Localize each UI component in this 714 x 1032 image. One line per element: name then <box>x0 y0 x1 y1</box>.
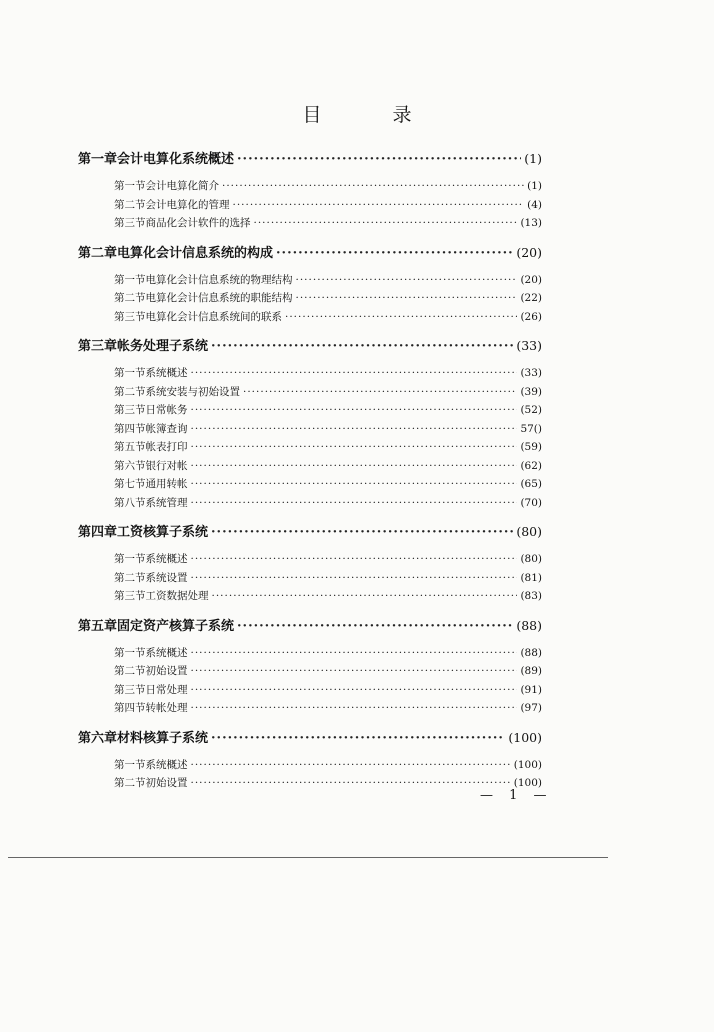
toc-section[interactable] <box>78 178 542 197</box>
section-page: (4) <box>527 198 542 211</box>
section-title: 商品化会计软件的选择 <box>145 217 251 229</box>
spacer <box>78 170 542 178</box>
section-title: 会计电算化简介 <box>145 180 219 192</box>
table-of-contents <box>78 148 542 802</box>
section-page: (59) <box>520 441 542 453</box>
dot-leader <box>191 777 511 789</box>
section-number: 第二节 <box>114 292 146 304</box>
section-number: 第一节 <box>114 758 146 771</box>
section-page: (83) <box>520 590 542 602</box>
section-number: 第一节 <box>114 646 146 659</box>
section-title: 系统管理 <box>145 496 188 509</box>
toc-section[interactable] <box>78 290 542 309</box>
section-page: (89) <box>520 665 542 677</box>
dot-leader <box>254 217 518 229</box>
chapter-title: 固定资产核算子系统 <box>117 618 235 634</box>
section-page: (26) <box>520 310 542 323</box>
toc-section[interactable] <box>78 272 542 291</box>
toc-section[interactable] <box>78 551 542 570</box>
section-page: (39) <box>520 385 542 398</box>
section-number: 第三节 <box>114 217 146 229</box>
dot-leader <box>191 665 518 677</box>
dot-leader <box>191 460 518 472</box>
section-number: 第四节 <box>114 422 146 435</box>
section-number: 第六节 <box>114 459 146 472</box>
toc-section[interactable] <box>78 197 542 216</box>
dot-leader <box>191 404 518 416</box>
dot-leader <box>237 152 521 167</box>
section-title: 初始设置 <box>145 665 188 677</box>
section-page: (22) <box>520 292 542 304</box>
spacer <box>78 719 542 727</box>
section-page: (70) <box>520 496 542 509</box>
toc-section[interactable] <box>78 588 542 607</box>
dot-leader <box>237 619 513 634</box>
section-title: 系统概述 <box>145 553 188 565</box>
toc-section[interactable] <box>78 495 542 514</box>
section-title: 系统安装与初始设置 <box>145 385 240 398</box>
chapter-number: 第一章 <box>78 152 118 167</box>
section-number: 第二节 <box>114 777 146 789</box>
toc-section[interactable] <box>78 682 542 701</box>
toc-section[interactable] <box>78 775 542 794</box>
spacer <box>78 607 542 615</box>
dot-leader <box>276 246 513 261</box>
section-title: 电算化会计信息系统的职能结构 <box>145 292 293 304</box>
toc-section[interactable] <box>78 365 542 384</box>
section-title: 工资数据处理 <box>145 590 209 602</box>
spacer <box>78 234 542 242</box>
dot-leader <box>191 702 518 714</box>
section-number: 第七节 <box>114 478 146 490</box>
dot-leader <box>191 441 518 453</box>
section-title: 银行对帐 <box>145 459 188 472</box>
section-title: 日常处理 <box>145 683 188 696</box>
toc-chapter[interactable] <box>78 242 542 264</box>
section-title: 系统设置 <box>145 571 188 584</box>
section-title: 转帐处理 <box>145 702 188 714</box>
chapter-page: (1) <box>524 151 542 166</box>
dot-leader <box>191 553 518 565</box>
toc-section[interactable] <box>78 439 542 458</box>
dot-leader <box>296 274 518 286</box>
toc-section[interactable] <box>78 757 542 776</box>
chapter-title: 材料核算子系统 <box>117 730 209 746</box>
toc-chapter[interactable] <box>78 615 542 637</box>
chapter-title: 帐务处理子系统 <box>117 339 209 354</box>
toc-section[interactable] <box>78 570 542 589</box>
dot-leader <box>211 731 505 746</box>
toc-chapter[interactable] <box>78 727 542 749</box>
chapter-title: 电算化会计信息系统的构成 <box>117 245 274 261</box>
section-title: 会计电算化的管理 <box>145 198 230 211</box>
dot-leader <box>243 386 517 398</box>
section-number: 第三节 <box>114 683 146 696</box>
chapter-title: 工资核算子系统 <box>117 525 209 540</box>
section-number: 第一节 <box>114 273 146 286</box>
spacer <box>78 637 542 645</box>
section-number: 第三节 <box>114 404 146 416</box>
dot-leader <box>191 572 518 584</box>
section-page: 57() <box>520 422 542 435</box>
section-title: 系统概述 <box>145 367 188 379</box>
section-page: (81) <box>520 571 542 584</box>
chapter-title: 会计电算化系统概述 <box>117 152 235 167</box>
section-title: 初始设置 <box>145 777 188 789</box>
section-title: 电算化会计信息系统间的联系 <box>145 310 282 323</box>
toc-section[interactable] <box>78 663 542 682</box>
section-page: (80) <box>520 553 542 565</box>
spacer <box>78 794 542 802</box>
chapter-number: 第三章 <box>78 339 118 354</box>
dot-leader <box>211 525 513 540</box>
section-page: (20) <box>520 273 542 286</box>
section-page: (13) <box>520 217 542 229</box>
section-page: (65) <box>520 478 542 490</box>
section-title: 帐表打印 <box>145 441 188 453</box>
toc-chapter[interactable] <box>78 521 542 543</box>
toc-section[interactable] <box>78 309 542 328</box>
dot-leader <box>296 292 518 304</box>
toc-section[interactable] <box>78 384 542 403</box>
toc-section[interactable] <box>78 476 542 495</box>
section-number: 第一节 <box>114 367 146 379</box>
section-page: (52) <box>520 404 542 416</box>
dot-leader <box>191 497 518 509</box>
dot-leader <box>222 180 524 192</box>
spacer <box>78 327 542 335</box>
section-number: 第二节 <box>114 571 146 584</box>
section-page: (1) <box>527 180 542 192</box>
section-page: (100) <box>513 777 542 789</box>
toc-section[interactable] <box>78 402 542 421</box>
dot-leader <box>191 647 518 659</box>
section-number: 第一节 <box>114 180 146 192</box>
section-title: 电算化会计信息系统的物理结构 <box>145 273 293 286</box>
section-number: 第二节 <box>114 665 146 677</box>
toc-section[interactable] <box>78 458 542 477</box>
toc-section[interactable] <box>78 215 542 234</box>
chapter-number: 第五章 <box>78 618 118 634</box>
spacer <box>78 513 542 521</box>
section-page: (100) <box>513 758 542 771</box>
divider <box>8 857 608 858</box>
spacer <box>78 749 542 757</box>
section-page: (91) <box>520 683 542 696</box>
chapter-page: (20) <box>516 244 542 260</box>
dot-leader <box>233 199 525 211</box>
section-title: 系统概述 <box>145 646 188 659</box>
section-number: 第三节 <box>114 590 146 602</box>
toc-section[interactable] <box>78 645 542 664</box>
chapter-number: 第二章 <box>78 245 118 261</box>
dot-leader <box>211 339 513 354</box>
section-page: (97) <box>520 702 542 714</box>
toc-chapter[interactable] <box>78 148 542 170</box>
chapter-page: (88) <box>516 617 542 633</box>
page-number: — 1 — <box>480 788 553 803</box>
spacer <box>78 543 542 551</box>
spacer <box>78 357 542 365</box>
section-number: 第五节 <box>114 441 146 453</box>
section-number: 第四节 <box>114 702 146 714</box>
toc-section[interactable] <box>78 421 542 440</box>
chapter-page: (80) <box>516 524 542 539</box>
dot-leader <box>191 367 518 379</box>
section-page: (62) <box>520 459 542 472</box>
toc-chapter[interactable] <box>78 335 542 357</box>
dot-leader <box>191 684 518 696</box>
section-title: 通用转帐 <box>145 478 188 490</box>
section-page: (88) <box>520 646 542 659</box>
dot-leader <box>285 311 517 323</box>
dot-leader <box>212 590 518 602</box>
chapter-number: 第六章 <box>78 730 118 746</box>
section-number: 第二节 <box>114 385 146 398</box>
section-title: 日常帐务 <box>145 404 188 416</box>
section-number: 第三节 <box>114 310 146 323</box>
page-title: 目 录 <box>302 104 438 126</box>
toc-section[interactable] <box>78 700 542 719</box>
chapter-page: (33) <box>516 338 542 353</box>
dot-leader <box>191 759 511 771</box>
spacer <box>78 264 542 272</box>
section-number: 第八节 <box>114 496 146 509</box>
section-number: 第一节 <box>114 553 146 565</box>
chapter-page: (100) <box>508 729 542 745</box>
dot-leader <box>191 478 518 490</box>
dot-leader <box>191 423 518 435</box>
chapter-number: 第四章 <box>78 525 118 540</box>
section-number: 第二节 <box>114 198 146 211</box>
section-title: 系统概述 <box>145 758 188 771</box>
section-page: (33) <box>520 367 542 379</box>
section-title: 帐簿查询 <box>145 422 188 435</box>
